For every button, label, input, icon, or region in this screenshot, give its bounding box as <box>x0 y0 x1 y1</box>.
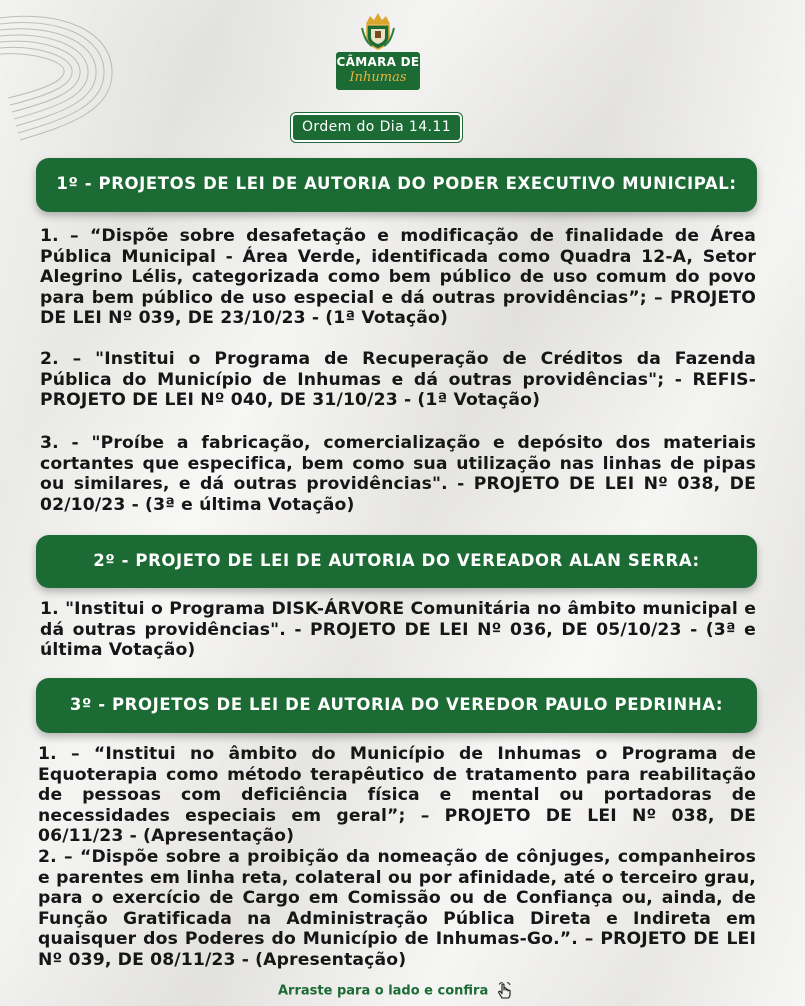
section-1-heading: 1º - PROJETOS DE LEI DE AUTORIA DO PODER EXECUTIVO MUNICIPAL: <box>36 158 757 212</box>
logo-city: Inhumas <box>349 70 407 85</box>
section-1-item-3: 3. - "Proíbe a fabricação, comercialização e depósito dos materiais cortantes que especifica, bem como sua utilização nas linhas de pipas ou similares, e dá outras providências". - PROJETO DE LEI Nº 038, DE 02/10/23 - (3ª e última Votação) <box>40 433 756 515</box>
swipe-hint-text: Arraste para o lado e confira <box>278 983 489 999</box>
section-2-heading: 2º - PROJETO DE LEI DE AUTORIA DO VEREADOR ALAN SERRA: <box>36 535 757 588</box>
section-1-item-1: 1. – “Dispõe sobre desafetação e modificação de finalidade de Área Pública Municipal - Área Verde, identificada como Quadra 12-A, Setor Alegrino Lélis, categorizada como bem público de uso comum do povo para bem público de uso especial e dá outras providências”; – PROJETO DE LEI Nº 039, DE 23/10/23 - (1ª Votação) <box>40 226 756 328</box>
logo-badge <box>336 52 420 90</box>
logo-title: CÂMARA DE <box>336 55 420 69</box>
crest-icon <box>360 10 396 50</box>
section-3-heading: 3º - PROJETOS DE LEI DE AUTORIA DO VEREDOR PAULO PEDRINHA: <box>36 678 757 733</box>
camara-logo <box>336 10 420 90</box>
section-1-item-2: 2. – "Institui o Programa de Recuperação de Créditos da Fazenda Pública do Município de Inhumas e dá outras providências"; - REFIS- PROJETO DE LEI Nº 040, DE 31/10/23 - (1ª Votação) <box>40 349 756 410</box>
decorative-wave-lines <box>0 0 160 150</box>
section-3-item-2: 2. – “Dispõe sobre a proibição da nomeação de cônjuges, companheiros e parentes em linha reta, colateral ou por afinidade, até o terceiro grau, para o exercício de Cargo em Comissão ou de Confiança ou, ainda, de Função Gratificada na Administração Pública Direta e Indireta em quaisquer dos Poderes do Município de Inhumas-Go.”. – PROJETO DE LEI Nº 039, DE 08/11/23 - (Apresentação) <box>38 847 756 970</box>
section-2-item-1: 1. "Institui o Programa DISK-ÁRVORE Comunitária no âmbito municipal e dá outras providências". - PROJETO DE LEI Nº 036, DE 05/10/23 - (3ª e última Votação) <box>40 599 756 660</box>
section-3-item-1: 1. – “Institui no âmbito do Município de Inhumas o Programa de Equoterapia como método terapêutico de tratamento para reabilitação de pessoas com deficiência física e mental ou portadoras de necessidades especiais em geral”; – PROJETO DE LEI Nº 038, DE 06/11/23 - (Apresentação) <box>38 744 756 846</box>
hand-swipe-icon <box>496 982 512 1000</box>
swipe-hint <box>278 982 512 1000</box>
order-of-day-date: Ordem do Dia 14.11 <box>291 113 462 142</box>
